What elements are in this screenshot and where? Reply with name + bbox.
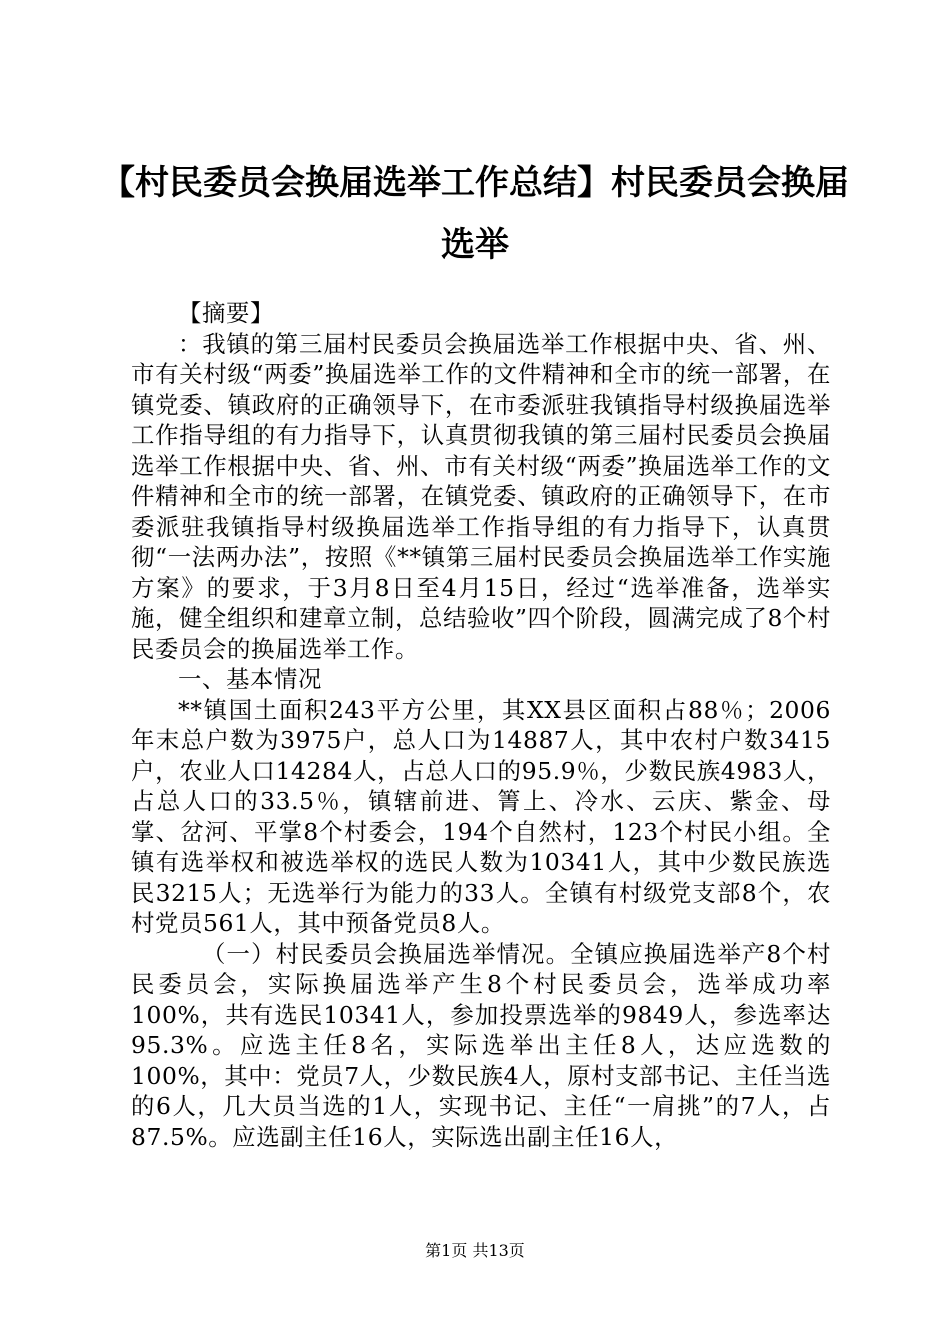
page-footer: 第1页 共13页 bbox=[425, 1241, 525, 1260]
abstract-paragraph: ：我镇的第三届村民委员会换届选举工作根据中央、省、州、市有关村级“两委”换届选举工作的文件精神和全市的统一部署，在镇党委、镇政府的正确领导下，在市委派驻我镇指导村级换届选举工作指导组的有力指导下，认真贯彻我镇的第三届村民委员会换届选举工作根据中央、省、州、市有关村级“两委”换届选举工作的文件精神和全市的统一部署，在镇党委、镇政府的正确领导下，在市委派驻我镇指导村级换届选举工作指导组的有力指导下，认真贯彻“一法两办法”，按照《**镇第三届村民委员会换届选举工作实施方案》的要求，于3月8日至4月15日，经过“选举准备，选举实施，健全组织和建章立制，总结验收”四个阶段，圆满完成了8个村民委员会的换届选举工作。 bbox=[131, 329, 831, 663]
document-body bbox=[131, 298, 831, 1152]
election-situation-paragraph: （一）村民委员会换届选举情况。全镇应换届选举产8个村民委员会，实际换届选举产生8个村民委员会，选举成功率100%，共有选民10341人，参加投票选举的9849人，参选率达95.3%。应选主任8名，实际选举出主任8人，达应选数的100%，其中：党员7人，少数民族4人，原村支部书记、主任当选的6人，几大员当选的1人，实现书记、主任“一肩挑”的7人，占87.5%。应选副主任16人，实际选出副主任16人， bbox=[131, 939, 831, 1151]
abstract-label: 【摘要】 bbox=[178, 299, 274, 327]
document-title: 【村民委员会换届选举工作总结】村民委员会换届选举 bbox=[101, 163, 849, 265]
section-heading-basic-situation: 一、基本情况 bbox=[178, 665, 322, 693]
basic-situation-paragraph: **镇国土面积243平方公里，其XX县区面积占88％；2006年末总户数为3975户，总人口为14887人，其中农村户数3415户，农业人口14284人，占总人口的95.9％，少数民族4983人，占总人口的33.5％，镇辖前进、箐上、冷水、云庆、紫金、母掌、岔河、平掌8个村委会，194个自然村，123个村民小组。全镇有选举权和被选举权的选民人数为10341人，其中少数民族选民3215人；无选举行为能力的33人。全镇有村级党支部8个，农村党员561人，其中预备党员8人。 bbox=[131, 695, 831, 937]
